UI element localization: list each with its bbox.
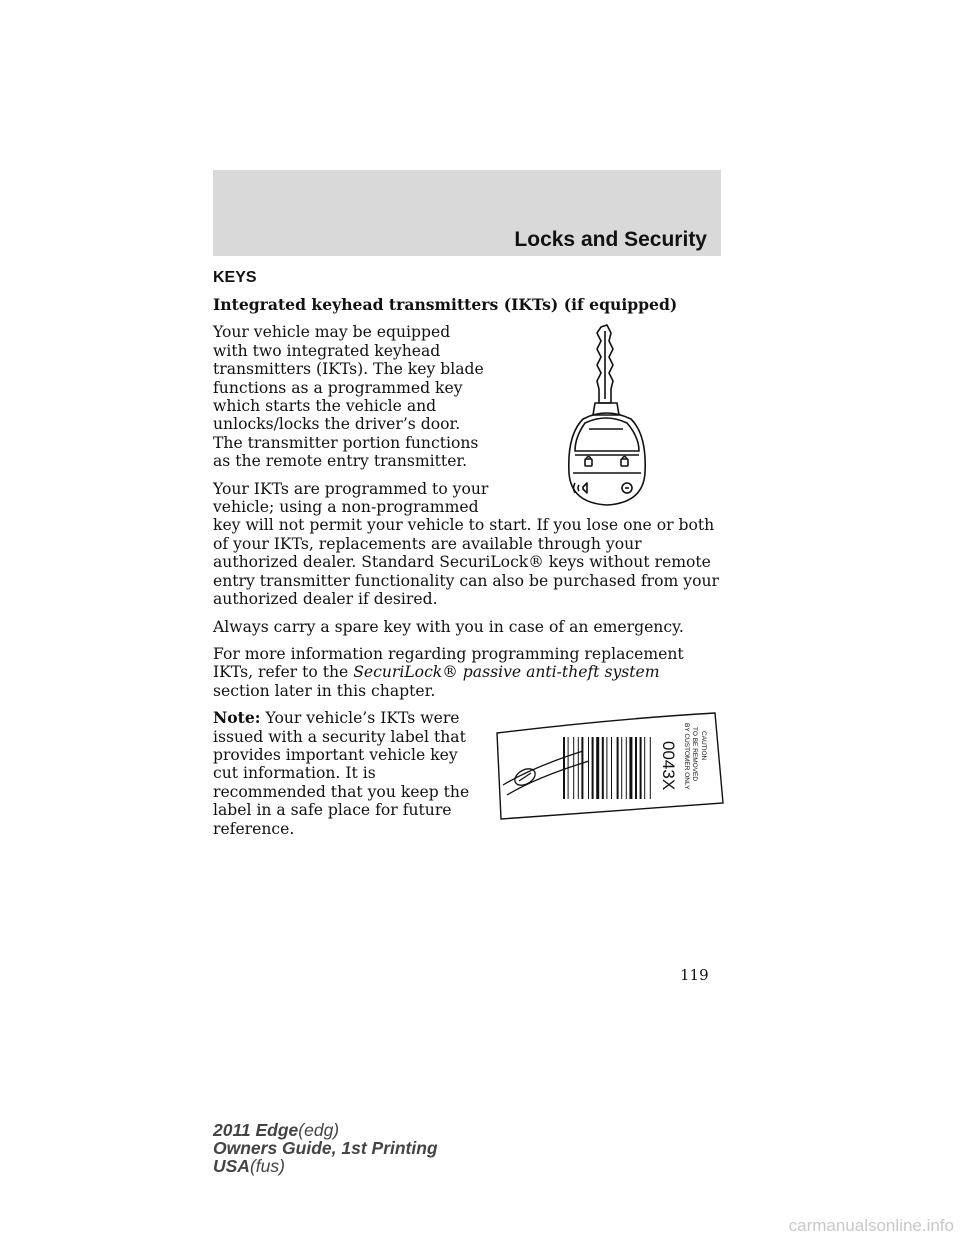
barcode-bar [563,737,565,799]
footer-model-code: (edg) [298,1120,340,1140]
barcode-bar [621,737,622,799]
watermark: carmanualsonline.info [788,1216,954,1235]
security-label-caution-line1: CAUTION [700,731,707,761]
barcode-bar [611,737,612,799]
security-label-caution-line3: BY CUSTOMER ONLY [683,723,690,790]
keys-heading: KEYS [213,269,257,286]
document-footer [213,1121,438,1175]
barcode-bar [596,737,599,799]
barcode-bar [626,737,627,799]
paragraph-intro: Your vehicle may be equipped with two integrated keyhead transmitters (IKTs). The key blade functions as a programmed key which starts the vehicle and unlocks/locks the driver’s door. The transmitter portion functions as the remote entry transmitter. [213,323,484,471]
barcode-bar [602,737,604,799]
securilock-reference: SecuriLock® passive anti-theft system [353,663,660,682]
barcode-bar [581,737,583,799]
barcode-bar [629,737,632,799]
security-label-illustration [493,711,729,823]
footer-guide: Owners Guide, 1st Printing [213,1138,438,1158]
more-info-prefix: For more information regarding programming replacement IKTs, refer to the [213,644,684,682]
section-header [213,170,721,256]
barcode-bar [592,737,594,799]
footer-region: USA [213,1156,250,1176]
paragraph-programmed: Your IKTs are programmed to your vehicle; using a non-programmed key will not permit your vehicle to start. If you lose one or both of your IKTs, replacements are available through your authorized dealer. Standard SecuriLock® keys without remote entry transmitter functionality can also be purchased from your authorized dealer if desired. [213,479,719,609]
page-number: 119 [680,966,709,984]
barcode-bar [573,737,574,799]
ikt-subheading: Integrated keyhead transmitters (IKTs) (if equipped) [213,295,678,314]
barcode-bar [635,737,637,799]
note-label: Note: [213,708,261,728]
barcode-bar [617,737,619,799]
barcode-bar [644,737,645,799]
barcode-bar [578,737,579,799]
footer-region-line [213,1157,438,1175]
security-label-code: 0043X [659,741,678,791]
security-label-caution-line2: TO BE REMOVED [691,727,698,782]
barcode-bar [640,737,642,799]
footer-model: 2011 Edge [213,1120,299,1140]
footer-model-line [213,1121,438,1139]
page-content [213,268,721,847]
barcode-bar [588,737,589,799]
barcode-bar [568,737,569,799]
barcode-bar [650,737,651,799]
paragraph-more-info [213,645,721,700]
footer-guide-line [213,1139,438,1157]
paragraph-spare-key: Always carry a spare key with you in case of an emergency. [213,617,684,636]
footer-region-code: (fus) [249,1156,285,1176]
barcode-bar [606,737,607,799]
key-fob-illustration [499,323,729,507]
note-text: Your vehicle’s IKTs were issued with a security label that provides important vehicle key cut information. It is recommended that you keep the label in a safe place for future reference. [213,709,470,838]
section-title: Locks and Security [514,228,707,251]
more-info-suffix: section later in this chapter. [213,681,436,700]
